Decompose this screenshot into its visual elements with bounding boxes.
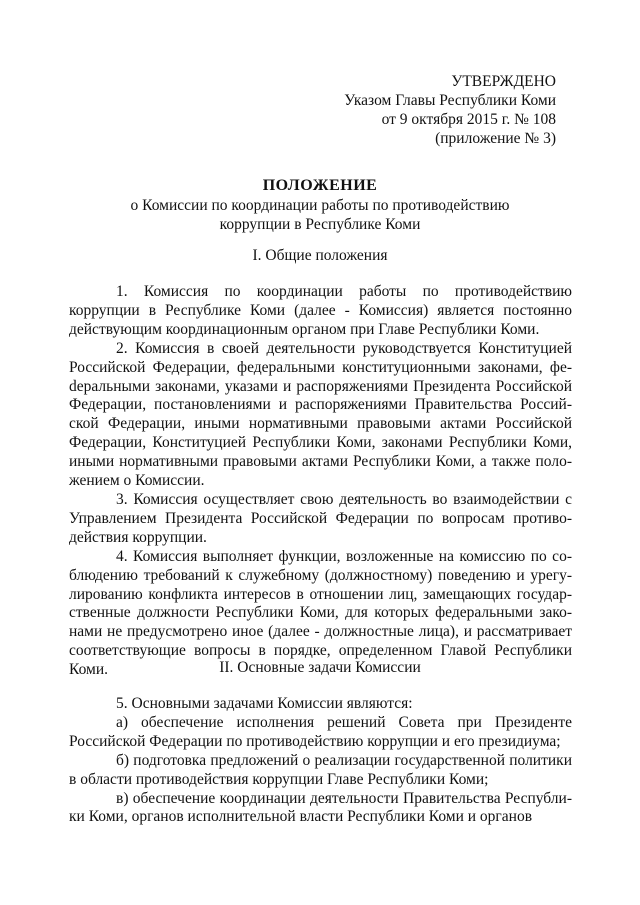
section-heading-tasks: II. Основные задачи Комиссии	[219, 659, 421, 676]
paragraph-5: 5. Основными задачами Комиссии являются:	[116, 695, 413, 712]
paragraph-5a: а) обеспечение исполнения решений Совета при Президенте Российской Федерации по противодействию коррупции и его президиума;	[69, 713, 572, 750]
paragraph-2: 2. Комиссия в своей деятельности руководствуется Конституцией Российской Федерации, федеральными конституционными законами, феdеральными законами, указами и распоряжениями Президента Российской Федерации, постановлениями и распоряжениями Правительства Российской Федерации, иными нормативными правовыми актами Российской Федерации, Конституцией Республики Коми, законами Республики Коми, иными нормативными правовыми актами Республики Коми, а также положением о Комиссии.	[69, 339, 572, 490]
paragraph-1: 1. Комиссия по координации работы по противодействию коррупции в Республике Коми (далее - Комиссия) является постоянно действующим координационным органом при Главе Республики Коми.	[69, 283, 572, 338]
approval-stamp	[344, 72, 556, 148]
paragraph-5v: в) обеспечение координации деятельности Правительства Республики Коми, органов исполнительной власти Республики Коми и органов	[69, 789, 572, 826]
section-tasks-body	[69, 695, 572, 827]
approval-label: УТВЕРЖДЕНО	[451, 73, 556, 90]
document-subtitle-line-1: о Комиссии по координации работы по противодействию	[130, 197, 510, 214]
document-title-block	[0, 176, 640, 234]
approval-date-number: от 9 октября 2015 г. № 108	[381, 111, 556, 128]
document-title: ПОЛОЖЕНИЕ	[262, 177, 378, 194]
approval-appendix: (приложение № 3)	[435, 130, 556, 147]
section-heading-general: I. Общие положения	[252, 247, 388, 264]
document-subtitle-line-2: коррупции в Республике Коми	[219, 216, 421, 233]
approval-authority: Указом Главы Республики Коми	[344, 92, 556, 109]
paragraph-4: 4. Комиссия выполняет функции, возложенные на комиссию по соблюдению требований к служебному (должностному) поведению и урегулированию конфликта интересов в отношении лиц, замещающих государственные должности Республики Коми, для которых федеральными законами не предусмотрено иное (далее - должностные лица), и рассматривает соответствующие вопросы в порядке, определенном Главой Республики Коми.	[69, 547, 572, 679]
paragraph-5b: б) подготовка предложений о реализации государственной политики в области противодействия коррупции Главе Республики Коми;	[69, 751, 572, 788]
section-general-body	[69, 283, 572, 680]
paragraph-3: 3. Комиссия осуществляет свою деятельность во взаимодействии с Управлением Президента Российской Федерации по вопросам противодействия коррупции.	[69, 490, 572, 546]
